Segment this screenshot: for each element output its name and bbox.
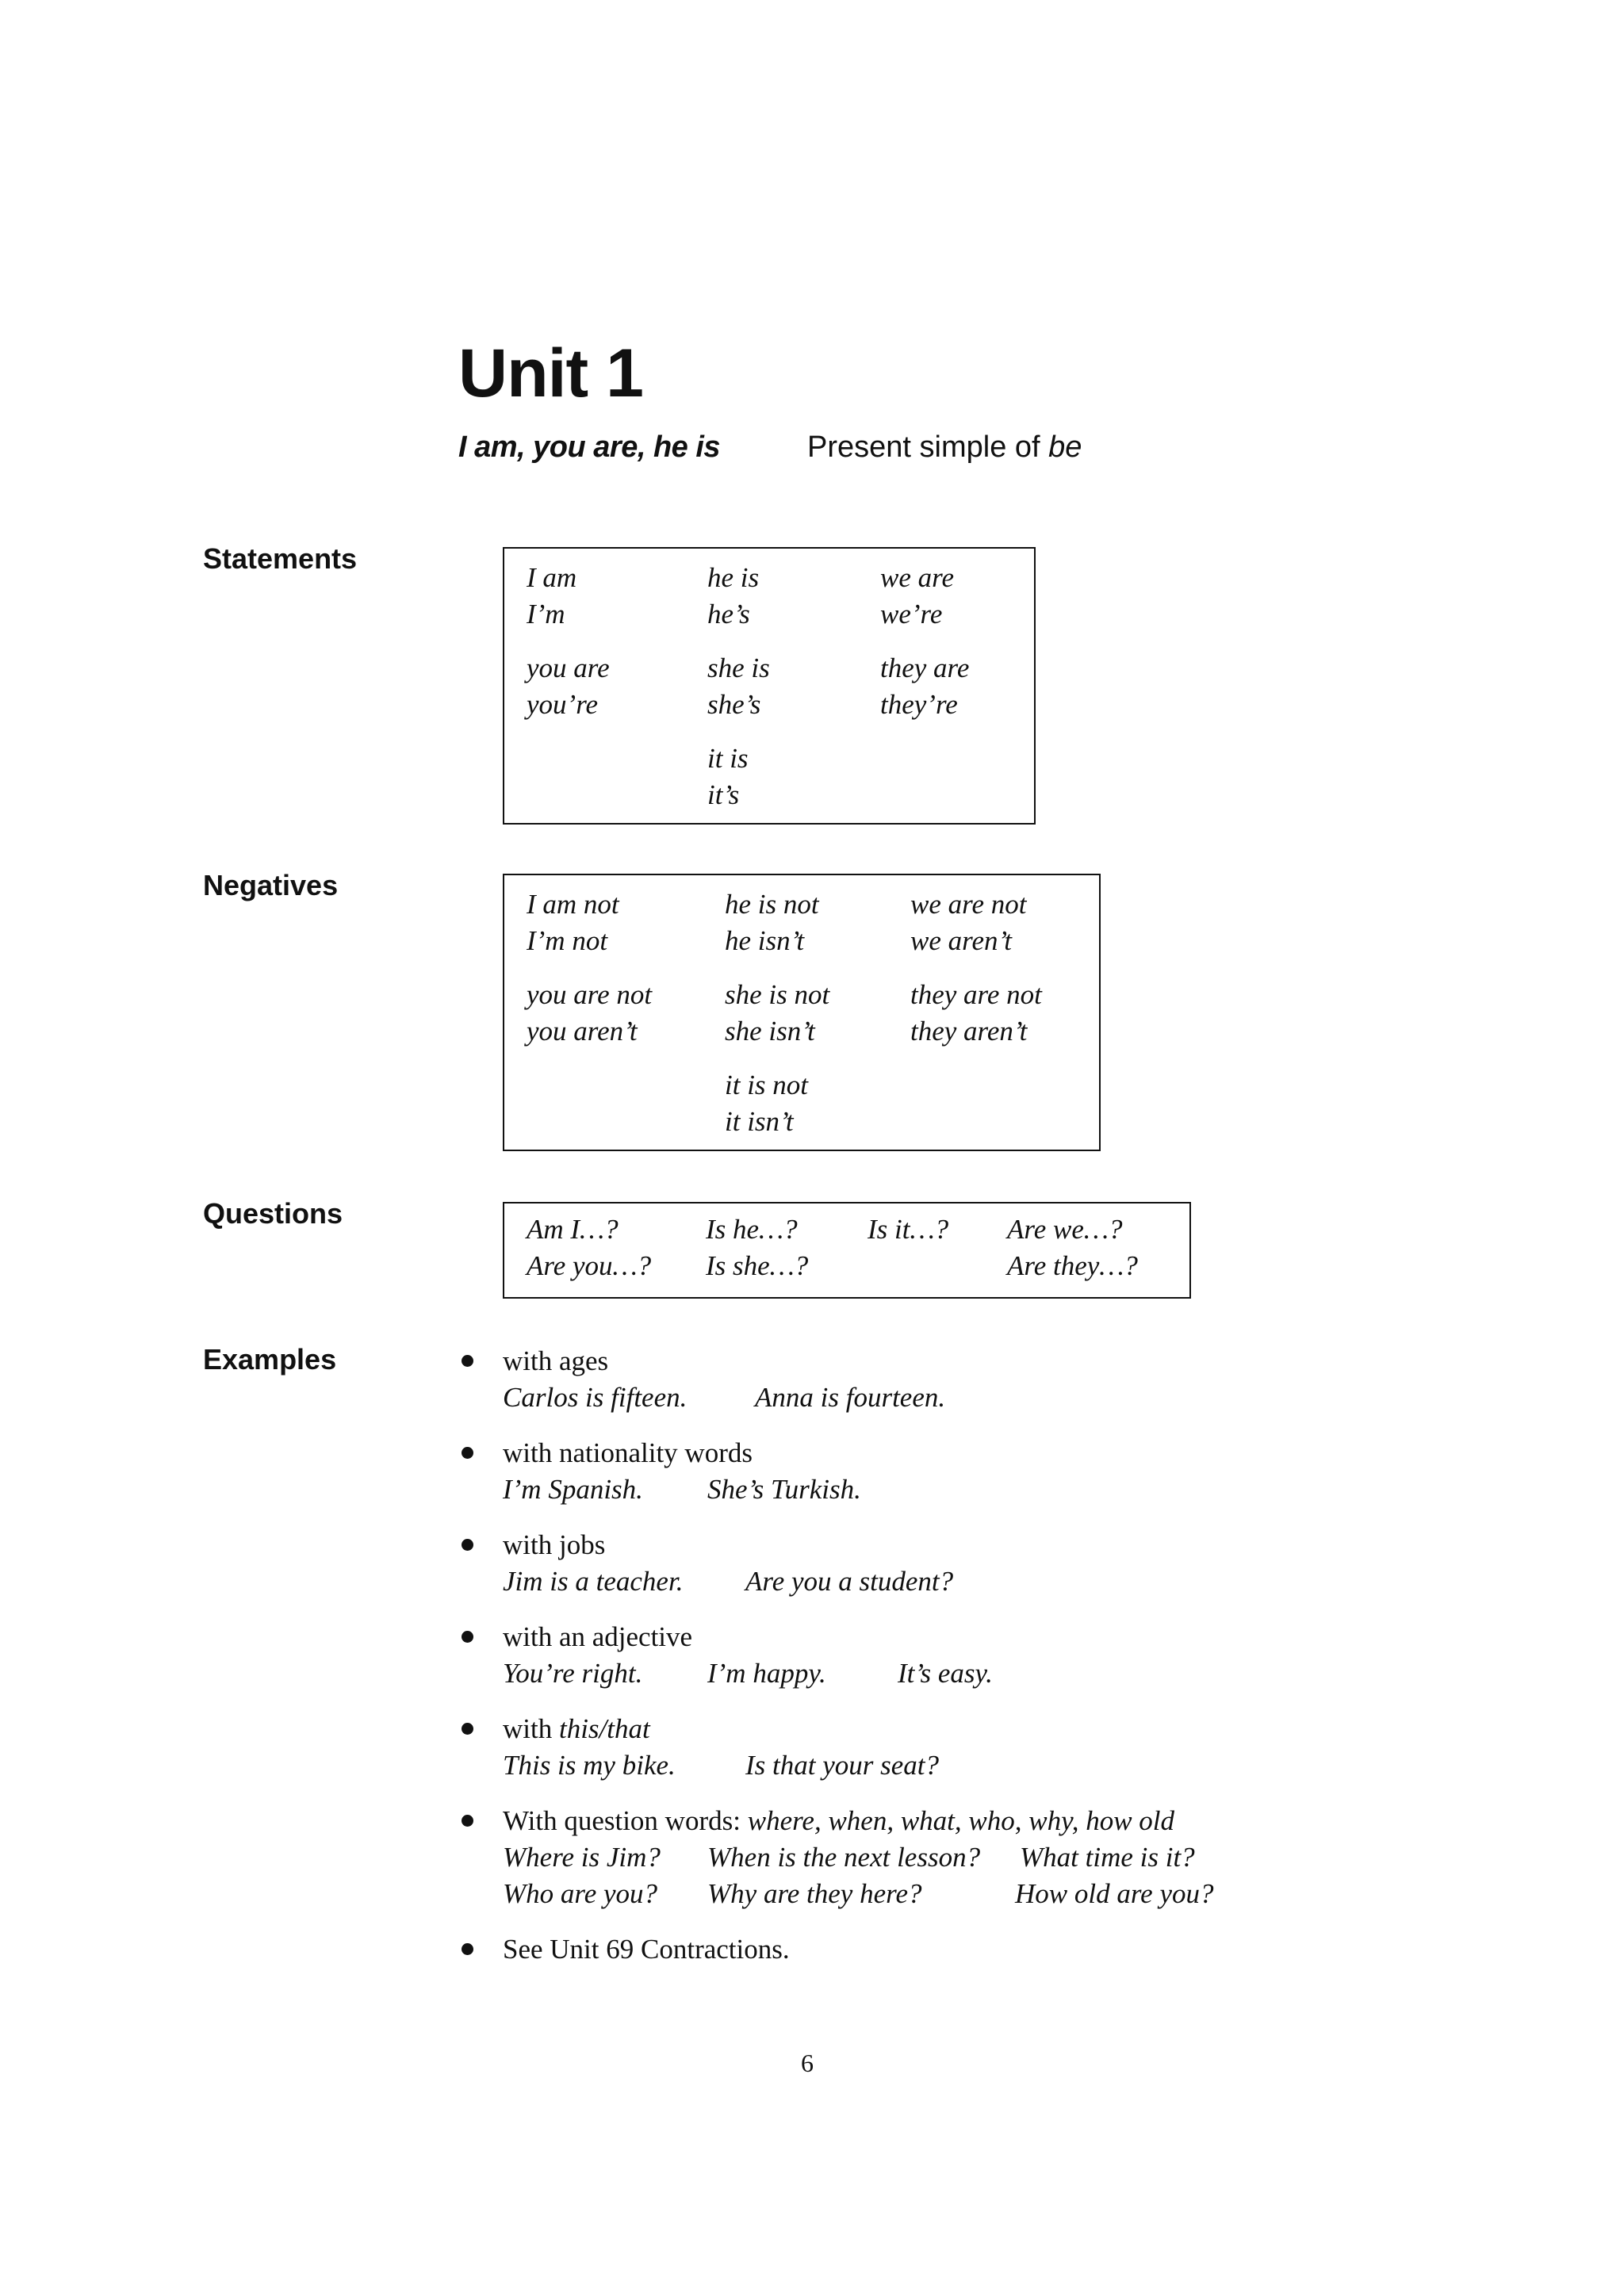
example-heading: [503, 1711, 650, 1747]
example-heading: with ages: [503, 1345, 609, 1376]
unit-topic-em: be: [1048, 430, 1082, 464]
statement-cell: I am: [527, 562, 577, 593]
example-heading: See Unit 69 Contractions.: [503, 1934, 790, 1965]
bullet-icon: [462, 1723, 473, 1735]
statement-cell: he is: [707, 562, 760, 593]
example-sentence: What time is it?: [1020, 1842, 1195, 1873]
statement-cell: we’re: [880, 599, 943, 629]
statement-cell: he’s: [707, 599, 750, 629]
negative-cell: I am not: [527, 889, 619, 920]
example-heading: [503, 1803, 1174, 1839]
negative-cell: you are not: [527, 979, 653, 1010]
examples-label: Examples: [203, 1343, 337, 1376]
statement-cell: she’s: [707, 689, 761, 720]
negative-cell: I’m not: [527, 925, 608, 956]
statement-cell: it is: [707, 743, 749, 774]
statement-cell: we are: [880, 562, 954, 593]
examples-list: [462, 0, 1413, 1998]
negative-cell: he is not: [725, 889, 819, 920]
example-heading: with nationality words: [503, 1437, 753, 1468]
example-sentence: It’s easy.: [898, 1658, 993, 1689]
example-heading-em: this/that: [558, 1713, 650, 1744]
question-cell: Are you…?: [527, 1250, 652, 1281]
example-sentence: Where is Jim?: [503, 1842, 661, 1873]
example-sentence: Who are you?: [503, 1878, 658, 1909]
bullet-icon: [462, 1447, 473, 1459]
negative-cell: they aren’t: [910, 1016, 1028, 1047]
statement-cell: they’re: [880, 689, 958, 720]
example-heading-em: where, when, what, who, why, how old: [747, 1805, 1175, 1836]
statement-cell: I’m: [527, 599, 565, 629]
negative-cell: he isn’t: [725, 925, 805, 956]
example-sentence: I’m Spanish.: [503, 1474, 643, 1505]
example-heading-text: with: [503, 1713, 559, 1744]
statements-label: Statements: [203, 542, 358, 575]
negative-cell: it is not: [725, 1070, 809, 1100]
question-cell: Are they…?: [1007, 1250, 1138, 1281]
negatives-label: Negatives: [203, 869, 339, 901]
negative-cell: it isn’t: [725, 1106, 794, 1137]
negative-cell: they are not: [910, 979, 1042, 1010]
statement-cell: you’re: [527, 689, 599, 720]
question-cell: Are we…?: [1007, 1214, 1123, 1245]
example-sentence: She’s Turkish.: [707, 1474, 861, 1505]
unit-title: Unit 1: [458, 335, 643, 411]
bullet-icon: [462, 1815, 473, 1827]
example-sentence: You’re right.: [503, 1658, 643, 1689]
question-cell: Am I…?: [527, 1214, 619, 1245]
page-number: 6: [801, 2049, 814, 2077]
statement-cell: you are: [527, 652, 610, 683]
example-heading: with an adjective: [503, 1621, 693, 1652]
example-sentence: Anna is fourteen.: [755, 1382, 946, 1413]
unit-topic-text: Present simple of: [807, 430, 1049, 464]
question-cell: Is she…?: [706, 1250, 809, 1281]
example-sentence: Are you a student?: [745, 1566, 954, 1597]
example-sentence: When is the next lesson?: [707, 1842, 981, 1873]
example-heading-text: With question words:: [503, 1805, 748, 1836]
negative-cell: she isn’t: [725, 1016, 815, 1047]
bullet-icon: [462, 1539, 473, 1551]
example-sentence: Is that your seat?: [745, 1750, 940, 1781]
negative-cell: we are not: [910, 889, 1027, 920]
unit-subtitle: I am, you are, he is: [458, 430, 721, 464]
negative-cell: she is not: [725, 979, 830, 1010]
example-sentence: I’m happy.: [707, 1658, 826, 1689]
example-sentence: Why are they here?: [707, 1878, 922, 1909]
example-sentence: Carlos is fifteen.: [503, 1382, 688, 1413]
example-sentence: How old are you?: [1015, 1878, 1214, 1909]
bullet-icon: [462, 1943, 473, 1955]
statement-cell: it’s: [707, 779, 740, 810]
bullet-icon: [462, 1631, 473, 1643]
example-sentence: Jim is a teacher.: [503, 1566, 684, 1597]
negative-cell: we aren’t: [910, 925, 1012, 956]
questions-label: Questions: [203, 1197, 343, 1230]
example-sentence: This is my bike.: [503, 1750, 676, 1781]
negative-cell: you aren’t: [527, 1016, 638, 1047]
statement-cell: she is: [707, 652, 770, 683]
question-cell: Is he…?: [706, 1214, 798, 1245]
example-heading: with jobs: [503, 1529, 606, 1560]
statement-cell: they are: [880, 652, 970, 683]
bullet-icon: [462, 1355, 473, 1367]
question-cell: Is it…?: [868, 1214, 949, 1245]
